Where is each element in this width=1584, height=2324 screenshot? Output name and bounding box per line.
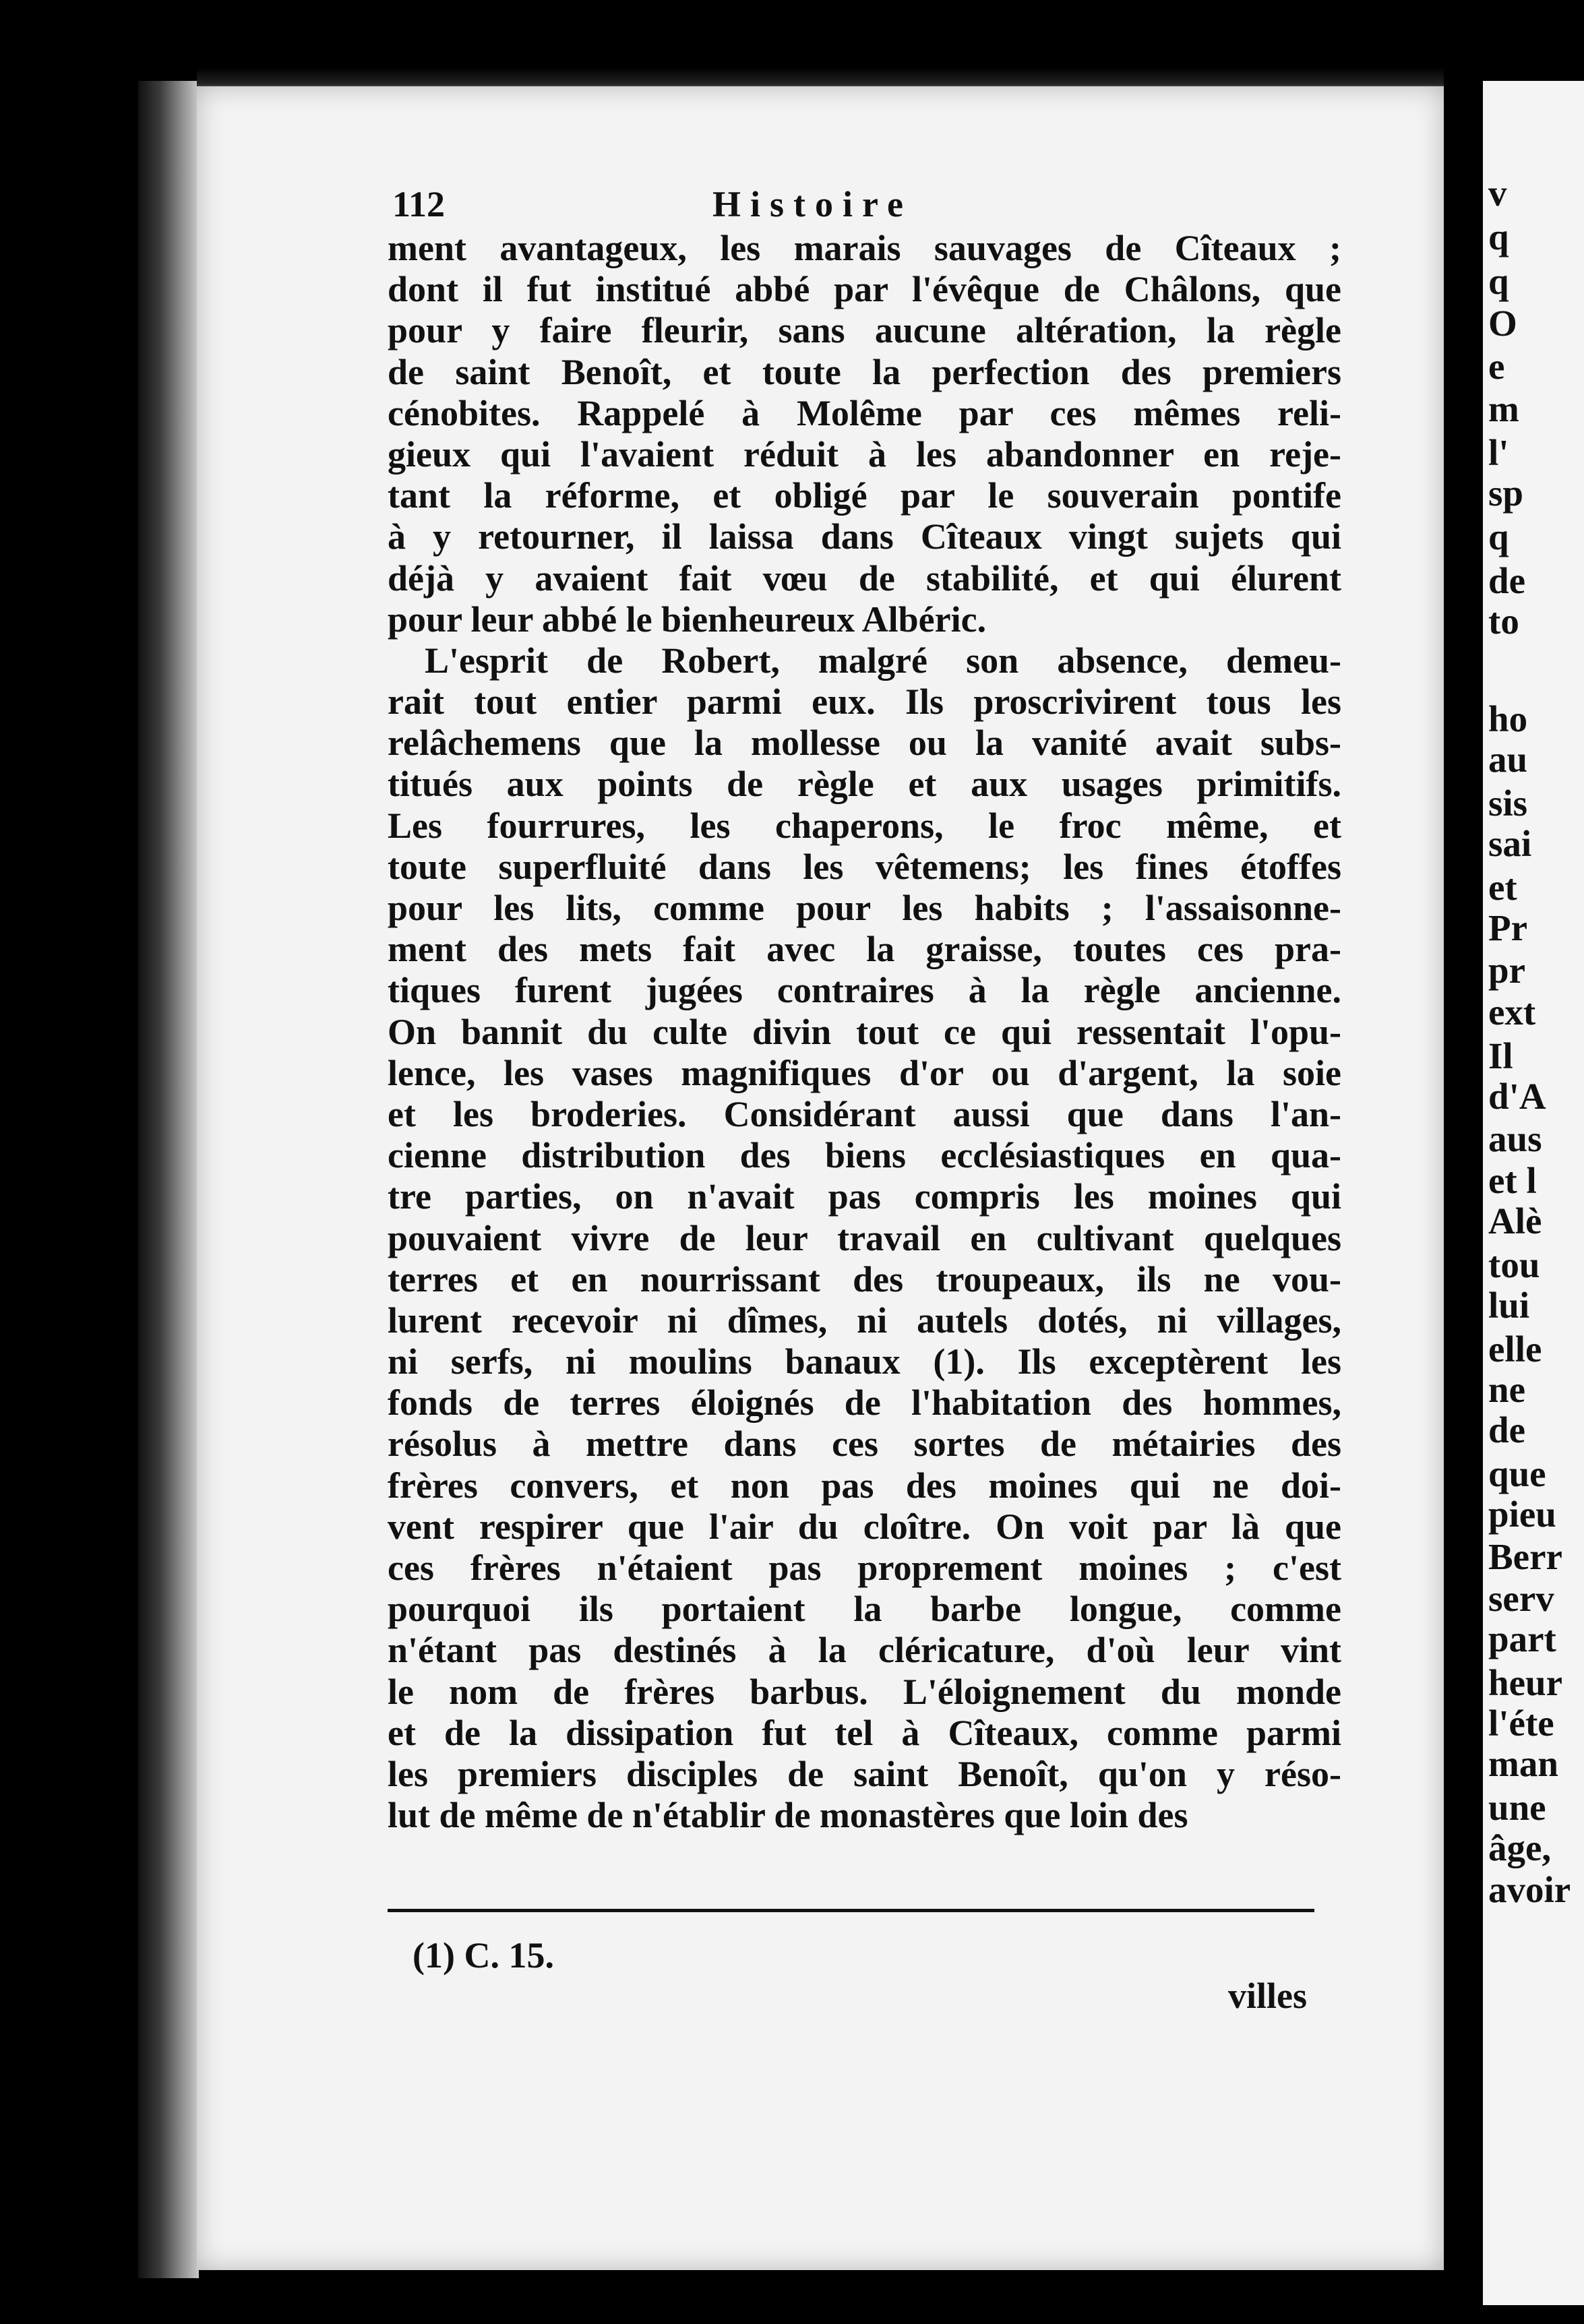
text-line: fonds de terres éloignés de l'habitation des hommes, [388, 1382, 1341, 1424]
text-line: résolus à mettre dans ces sortes de métairies des [388, 1424, 1341, 1465]
catchword: villes [1228, 1976, 1307, 2016]
facing-page-fragment: to [1488, 601, 1519, 642]
text-line: gieux qui l'avaient réduit à les abandonner en reje- [388, 433, 1341, 475]
facing-page-fragment: ho [1488, 698, 1528, 739]
text-line: ment des mets fait avec la graisse, toutes ces pra- [388, 929, 1341, 970]
text-line: ces frères n'étaient pas proprement moines ; c'est [388, 1548, 1341, 1588]
facing-page-fragment: sai [1488, 823, 1532, 864]
facing-page-fragment: sp [1488, 472, 1523, 514]
facing-page [1483, 81, 1584, 2305]
facing-page-fragment: et [1488, 867, 1517, 908]
text-line: relâchemens que la mollesse ou la vanité avait subs- [388, 723, 1341, 764]
facing-page-fragment: O [1488, 303, 1517, 344]
text-line: pouvaient vivre de leur travail en cultivant quelques [388, 1217, 1341, 1258]
text-line: n'étant pas destinés à la cléricature, d'où leur vint [388, 1630, 1341, 1671]
facing-page-fragment: de [1488, 560, 1525, 601]
text-line: L'esprit de Robert, malgré son absence, demeu- [425, 640, 1341, 681]
text-line: titués aux points de règle et aux usages primitifs. [388, 764, 1341, 805]
facing-page-fragment: lui [1488, 1285, 1530, 1326]
facing-page-fragment: avoir [1488, 1869, 1571, 1910]
text-line: ment avantageux, les marais sauvages de Cîteaux ; [388, 228, 1341, 268]
facing-page-fragment: q [1488, 516, 1509, 557]
text-line: de saint Benoît, et toute la perfection des premiers [388, 351, 1341, 392]
facing-page-fragment: man [1488, 1743, 1558, 1784]
text-line: ni serfs, ni moulins banaux (1). Ils exceptèrent les [388, 1341, 1341, 1382]
facing-page-fragment: que [1488, 1453, 1546, 1494]
facing-page-fragment: de [1488, 1409, 1525, 1450]
running-head: Histoire [712, 184, 913, 224]
text-line: toute superfluité dans les vêtemens; les fines étoffes [388, 846, 1341, 887]
text-line: cienne distribution des biens ecclésiastiques en qua- [388, 1135, 1341, 1176]
facing-page-fragment: une [1488, 1787, 1546, 1828]
text-line: et les broderies. Considérant aussi que dans l'an- [388, 1093, 1341, 1134]
text-line: frères convers, et non pas des moines qui ne doi- [388, 1465, 1341, 1506]
facing-page-fragment: au [1488, 739, 1528, 780]
facing-page-fragment: Il [1488, 1035, 1513, 1076]
facing-page-fragment: e [1488, 346, 1505, 387]
text-line: On bannit du culte divin tout ce qui ressentait l'opu- [388, 1011, 1341, 1052]
facing-page-fragment: pr [1488, 950, 1525, 991]
facing-page-fragment: et l [1488, 1160, 1537, 1201]
facing-page-fragment: sis [1488, 783, 1528, 824]
text-line: cénobites. Rappelé à Molême par ces mêmes reli- [388, 392, 1341, 433]
facing-page-fragment: elle [1488, 1328, 1542, 1370]
text-line: déjà y avaient fait vœu de stabilité, et qui élurent [388, 557, 1341, 599]
text-line: le nom de frères barbus. L'éloignement du monde [388, 1671, 1341, 1712]
text-line: les premiers disciples de saint Benoît, qu'on y réso- [388, 1753, 1341, 1794]
text-line: pour les lits, comme pour les habits ; l'assaisonne- [388, 888, 1341, 928]
footnote: (1) C. 15. [413, 1935, 554, 1976]
page-number: 112 [392, 184, 446, 224]
facing-page-fragment: q [1488, 216, 1509, 257]
facing-page-fragment: d'A [1488, 1076, 1546, 1117]
text-line: lence, les vases magnifiques d'or ou d'argent, la soie [388, 1052, 1341, 1093]
text-line: lurent recevoir ni dîmes, ni autels dotés, ni villages, [388, 1299, 1341, 1341]
facing-page-fragment: pieu [1488, 1494, 1556, 1535]
text-line: tre parties, on n'avait pas compris les moines qui [388, 1176, 1341, 1217]
text-line: tiques furent jugées contraires à la règle ancienne. [388, 970, 1341, 1011]
text-line: lut de même de n'établir de monastères que loin des [388, 1795, 1188, 1836]
text-line: et de la dissipation fut tel à Cîteaux, comme parmi [388, 1712, 1341, 1753]
text-line: rait tout entier parmi eux. Ils proscrivirent tous les [388, 681, 1341, 723]
facing-page-fragment: v [1488, 173, 1507, 214]
page-gutter [1444, 0, 1483, 2324]
facing-page-fragment: l'éte [1488, 1703, 1554, 1744]
facing-page-fragment: l' [1488, 432, 1509, 473]
facing-page-fragment: Berr [1488, 1536, 1562, 1577]
page-header [392, 183, 1584, 224]
text-line: terres et en nourrissant des troupeaux, ils ne vou- [388, 1258, 1341, 1299]
facing-page-fragment: Pr [1488, 907, 1528, 948]
footnote-rule [388, 1909, 1314, 1912]
facing-page-fragment: part [1488, 1618, 1556, 1659]
facing-page-fragment: âge, [1488, 1827, 1552, 1868]
facing-page-fragment: tou [1488, 1244, 1540, 1285]
text-line: tant la réforme, et obligé par le souverain pontife [388, 475, 1341, 516]
facing-page-fragment: aus [1488, 1118, 1542, 1159]
text-line: à y retourner, il laissa dans Cîteaux vingt sujets qui [388, 516, 1341, 557]
text-line: pour y faire fleurir, sans aucune altération, la règle [388, 310, 1341, 351]
facing-page-fragment: ne [1488, 1369, 1525, 1410]
book-spine-edge [138, 81, 199, 2278]
text-line: pour leur abbé le bienheureux Albéric. [388, 599, 987, 640]
facing-page-fragment: heur [1488, 1662, 1562, 1703]
text-line: vent respirer que l'air du cloître. On voit par là que [388, 1506, 1341, 1547]
text-line: dont il fut institué abbé par l'évêque de Châlons, que [388, 269, 1341, 310]
text-line: Les fourrures, les chaperons, le froc même, et [388, 805, 1341, 846]
text-line: pourquoi ils portaient la barbe longue, comme [388, 1589, 1341, 1630]
facing-page-fragment: Alè [1488, 1200, 1542, 1242]
facing-page-fragment: serv [1488, 1578, 1554, 1619]
facing-page-fragment: ext [1488, 991, 1536, 1033]
body-text [388, 228, 1341, 1836]
facing-page-fragment: m [1488, 388, 1519, 429]
facing-page-fragment: q [1488, 261, 1509, 302]
